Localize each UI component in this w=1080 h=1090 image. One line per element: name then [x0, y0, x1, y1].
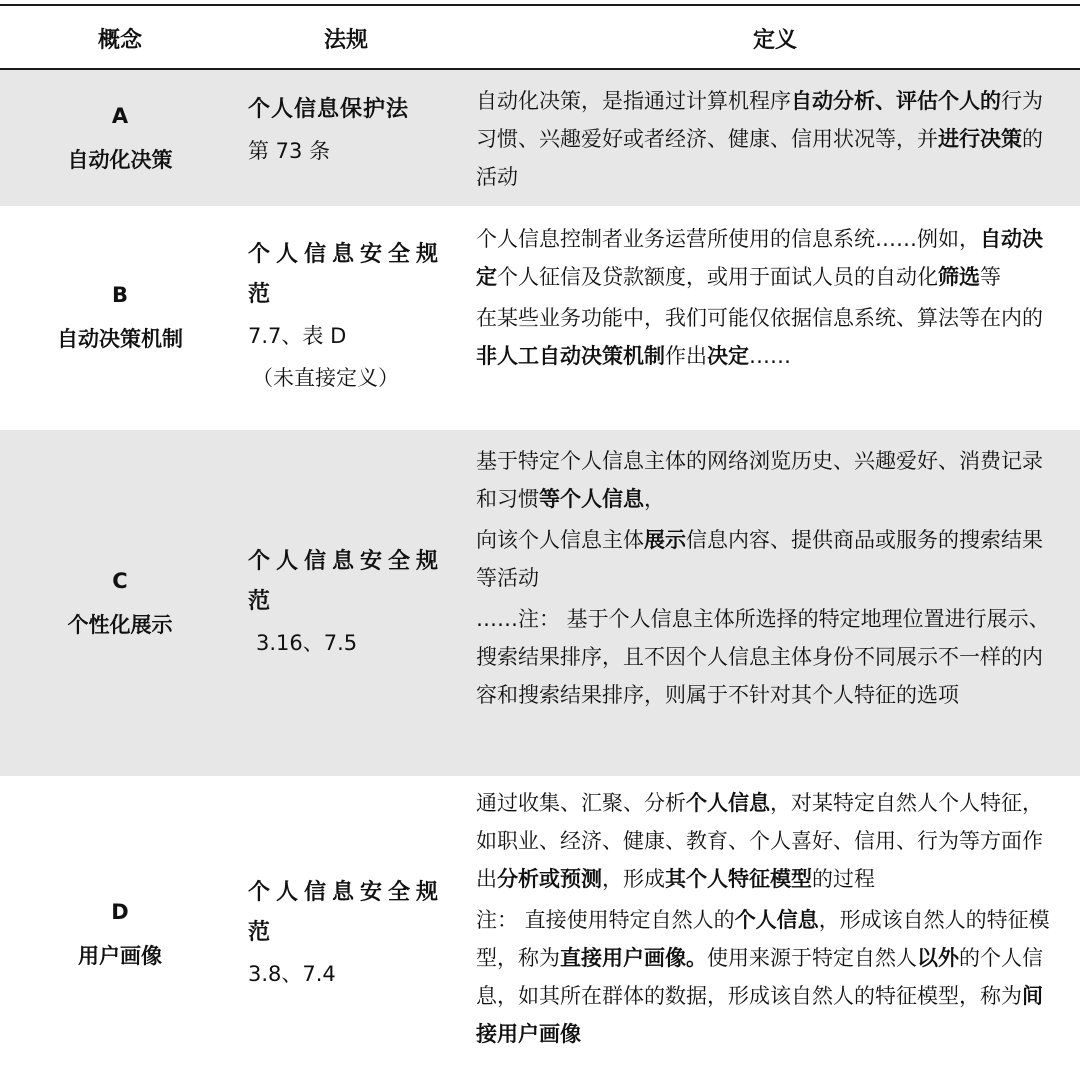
- definition-text: 的个人信息，如其所在群体的数据，形成该自然人的特征模型，称为: [476, 946, 1043, 1008]
- law-cell: [248, 778, 448, 1090]
- definition-text: 作出: [665, 344, 707, 368]
- definition-text: 的过程: [812, 867, 875, 891]
- definition-text: 信息内容、提供商品或服务的搜索结果等活动: [476, 528, 1043, 590]
- definition-paragraph: [476, 600, 1060, 714]
- definition-cell: [476, 784, 1060, 1053]
- definition-emphasis: 等个人信息: [539, 487, 644, 511]
- definition-emphasis: 间接用户画像: [476, 984, 1043, 1046]
- law-name: 个人信息安全规范: [248, 549, 445, 614]
- definition-text: ，形成: [602, 867, 665, 891]
- definition-text: 通过收集、汇聚、分析: [476, 791, 686, 815]
- table-row-c: [0, 430, 1080, 776]
- law-cell: [248, 430, 448, 776]
- top-rule: [0, 4, 1080, 6]
- definition-emphasis: 自动决定: [476, 227, 1043, 289]
- definition-text: 注： 直接使用特定自然人的: [476, 908, 735, 932]
- table-row-d: [0, 778, 1080, 1090]
- definition-text: 在某些业务功能中，我们可能仅依据信息系统、算法等在内的: [476, 306, 1043, 330]
- concept-letter: A: [111, 104, 129, 128]
- definition-emphasis: 个人信息: [734, 908, 819, 932]
- table-header: [0, 8, 1080, 68]
- definition-text: 使用来源于特定自然人: [707, 946, 917, 970]
- definition-emphasis: 分析或预测: [497, 867, 602, 891]
- definition-emphasis: 进行决策: [938, 127, 1022, 151]
- concept-letter: B: [111, 283, 128, 307]
- table-row-b: [0, 206, 1080, 428]
- definition-paragraph: [476, 82, 1060, 196]
- definition-text: 等: [980, 265, 1001, 289]
- definition-paragraph: [476, 521, 1060, 597]
- definition-emphasis: 直接用户画像。: [560, 946, 707, 970]
- definition-text: 自动化决策，是指通过计算机程序: [476, 89, 791, 113]
- definition-text: ，形成该自然人的特征模型，称为: [476, 908, 1050, 970]
- concept-name: 自动决策机制: [57, 327, 183, 351]
- law-ref: 3.8、7.4: [248, 962, 336, 986]
- concept-name: 自动化决策: [67, 148, 173, 172]
- concept-cell: [0, 206, 240, 428]
- definition-text: 个人征信及贷款额度，或用于面试人员的自动化: [497, 265, 938, 289]
- law-cell: [248, 206, 448, 428]
- definition-text: 的活动: [476, 127, 1043, 189]
- definition-text: 个人信息控制者业务运营所使用的信息系统……例如，: [476, 227, 980, 251]
- law-ref: 3.16、7.5: [256, 631, 358, 655]
- law-cell: [248, 90, 448, 172]
- concept-cell: [0, 430, 240, 776]
- concept-letter: D: [111, 900, 129, 924]
- law-note: （未直接定义）: [252, 366, 399, 390]
- definition-text: 行为习惯、兴趣爱好或者经济、健康、信用状况等，并: [476, 89, 1043, 151]
- definition-emphasis: 自动分析、评估个人的: [791, 89, 1001, 113]
- law-name: 个人信息安全规范: [248, 242, 445, 307]
- definition-text: 向该个人信息主体: [476, 528, 644, 552]
- law-name: 个人信息安全规范: [248, 880, 445, 945]
- law-ref: 7.7、表 D: [248, 324, 347, 348]
- definition-paragraph: [476, 220, 1060, 296]
- concept-name: 用户画像: [78, 944, 162, 968]
- definition-emphasis: 展示: [644, 528, 686, 552]
- definition-emphasis: 以外: [917, 946, 959, 970]
- law-name: 个人信息保护法: [248, 97, 410, 122]
- definition-emphasis: 个人信息: [686, 791, 770, 815]
- header-law: 法规: [324, 27, 369, 53]
- definition-paragraph: [476, 901, 1060, 1053]
- header-definition: 定义: [752, 27, 797, 53]
- definition-cell: [476, 442, 1060, 714]
- law-ref: 第 73 条: [248, 139, 331, 163]
- concept-name: 个性化展示: [67, 613, 173, 637]
- definition-emphasis: 非人工自动决策机制: [476, 344, 665, 368]
- definition-paragraph: [476, 299, 1060, 375]
- definition-text: ……: [749, 344, 791, 368]
- definition-text: ，对某特定自然人个人特征，如职业、经济、健康、教育、个人喜好、信用、行为等方面作出: [476, 791, 1043, 891]
- table-row-a: [0, 70, 1080, 206]
- definition-paragraph: [476, 784, 1060, 898]
- definition-cell: [476, 220, 1060, 375]
- definition-cell: [476, 82, 1060, 196]
- definition-emphasis: 决定: [707, 344, 749, 368]
- definition-paragraph: [476, 442, 1060, 518]
- concept-cell: [0, 70, 240, 206]
- concept-cell: [0, 778, 240, 1090]
- definition-text: ，: [644, 487, 665, 511]
- definition-text: ……注： 基于个人信息主体所选择的特定地理位置进行展示、搜索结果排序，且不因个人信息主体身份不同展示不一样的内容和搜索结果排序，则属于不针对其个人特征的选项: [476, 607, 1050, 707]
- definition-emphasis: 筛选: [938, 265, 980, 289]
- concept-letter: C: [112, 569, 128, 593]
- definition-emphasis: 其个人特征模型: [665, 867, 812, 891]
- definition-text: 基于特定个人信息主体的网络浏览历史、兴趣爱好、消费记录和习惯: [476, 449, 1043, 511]
- header-concept: 概念: [97, 27, 142, 53]
